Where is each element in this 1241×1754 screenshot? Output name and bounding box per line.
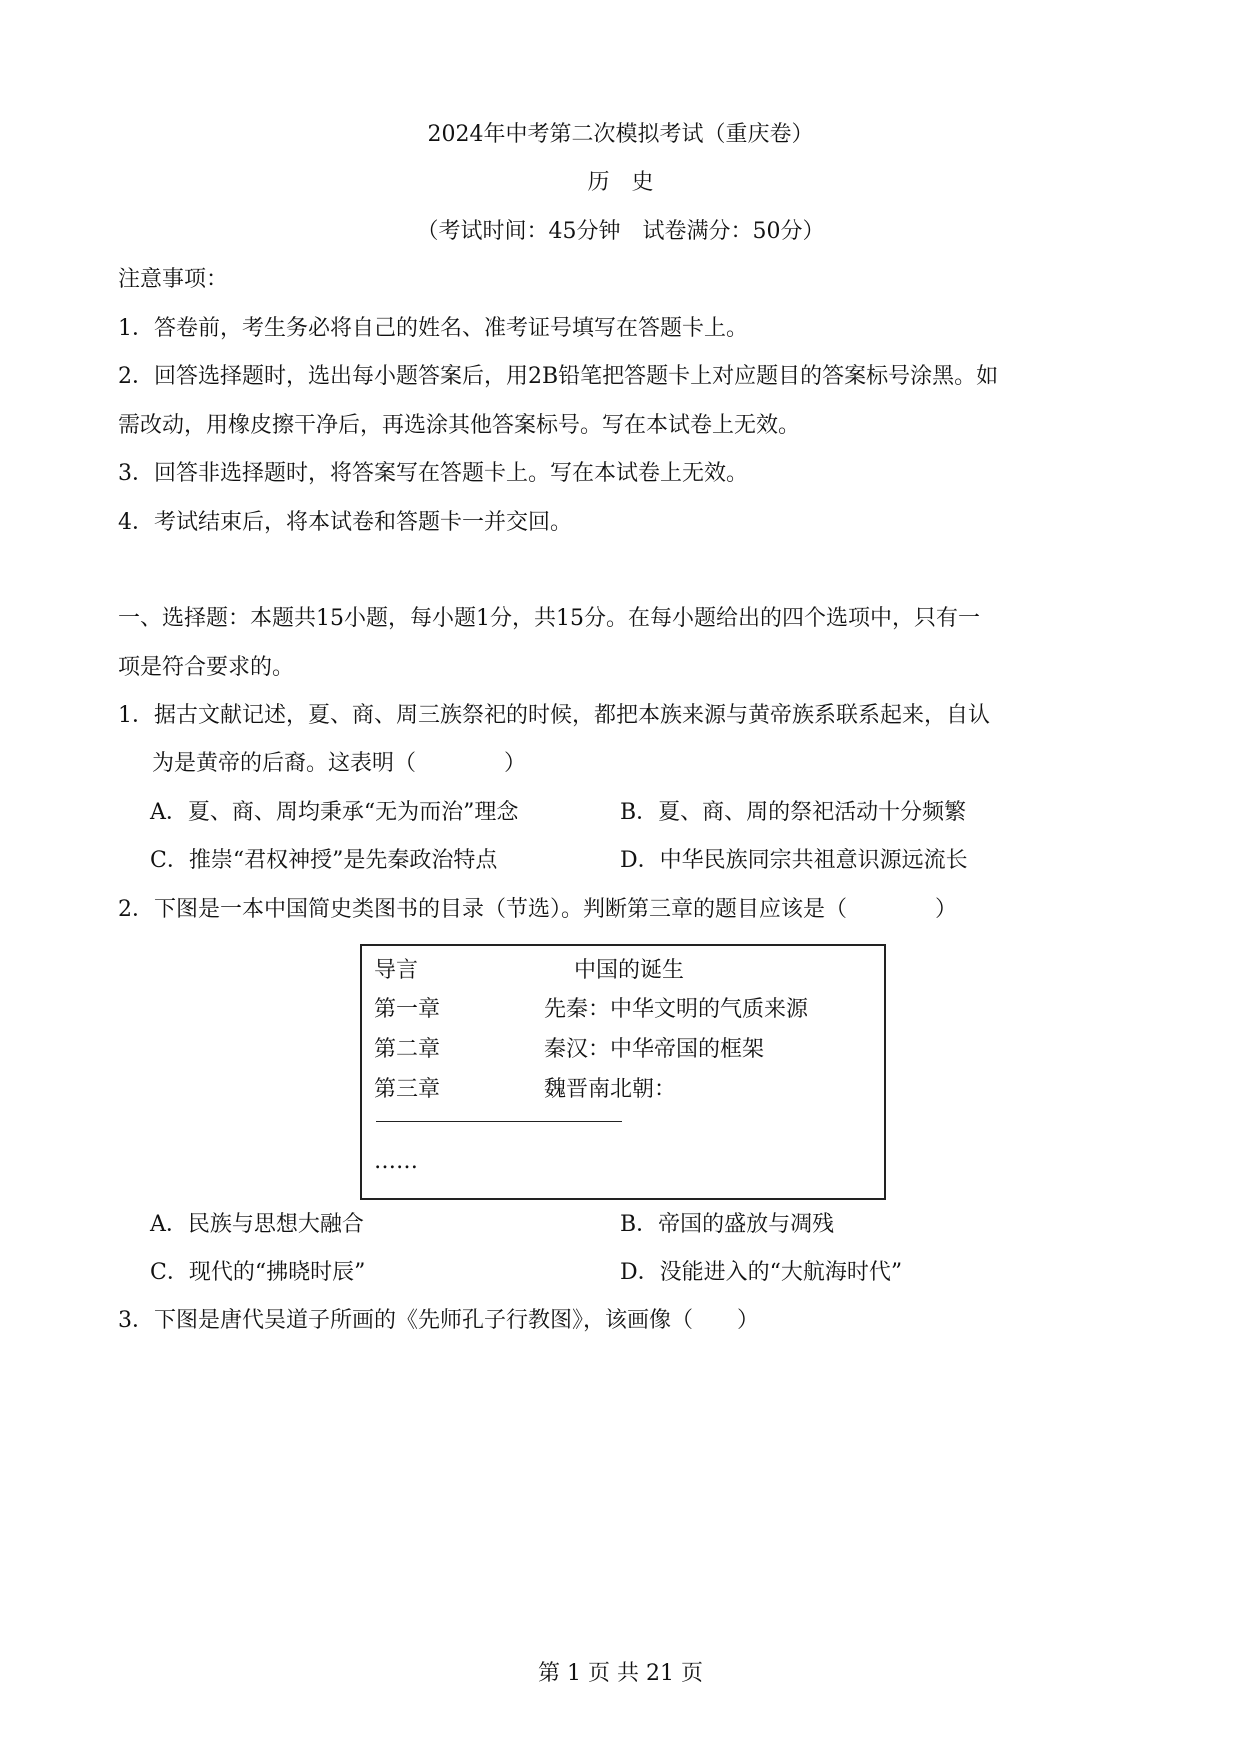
question-stem: 为是黄帝的后裔。这表明（ ） — [152, 751, 527, 776]
exam-subject: 历 史 — [587, 170, 654, 195]
toc-title: 魏晋南北朝： — [544, 1077, 677, 1102]
toc-label: 导言 — [374, 958, 419, 983]
question-stem: 2．下图是一本中国简史类图书的目录（节选）。判断第三章的题目应该是（ ） — [118, 897, 957, 922]
question-stem: 1．据古文献记述，夏、商、周三族祭祀的时候，都把本族来源与黄帝族系联系起来，自认 — [118, 703, 991, 728]
option-d: D．中华民族同宗共祖意识源远流长 — [620, 848, 968, 873]
question-stem: 3．下图是唐代吴道子所画的《先师孔子行教图》，该画像（ ） — [118, 1308, 759, 1333]
notes-item: 2．回答选择题时，选出每小题答案后，用2B铅笔把答题卡上对应题目的答案标号涂黑。如 — [118, 364, 999, 389]
toc-title: 中国的诞生 — [574, 958, 685, 983]
notes-item: 需改动，用橡皮擦干净后，再选涂其他答案标号。写在本试卷上无效。 — [118, 413, 801, 438]
table-of-contents-box — [360, 944, 886, 1200]
section-intro: 一、选择题：本题共15小题，每小题1分，共15分。在每小题给出的四个选项中，只有一 — [118, 606, 980, 631]
notes-heading: 注意事项： — [118, 267, 229, 292]
notes-item: 1．答卷前，考生务必将自己的姓名、准考证号填写在答题卡上。 — [118, 316, 748, 341]
toc-label: 第二章 — [374, 1037, 441, 1062]
section-intro: 项是符合要求的。 — [118, 655, 295, 680]
notes-item: 3．回答非选择题时，将答案写在答题卡上。写在本试卷上无效。 — [118, 461, 748, 486]
exam-info: （考试时间：45分钟 试卷满分：50分） — [416, 219, 825, 244]
toc-title: 先秦：中华文明的气质来源 — [544, 997, 809, 1022]
option-c: C．推崇“君权神授”是先秦政治特点 — [150, 848, 498, 873]
toc-label: 第三章 — [374, 1077, 441, 1102]
toc-answer-blank — [376, 1121, 622, 1122]
option-b: B．夏、商、周的祭祀活动十分频繁 — [620, 800, 967, 825]
toc-label: 第一章 — [374, 997, 441, 1022]
notes-item: 4．考试结束后，将本试卷和答题卡一并交回。 — [118, 510, 572, 535]
toc-title: 秦汉：中华帝国的框架 — [544, 1037, 765, 1062]
option-a: A．夏、商、周均秉承“无为而治”理念 — [150, 800, 519, 825]
option-c: C．现代的“拂晓时辰” — [150, 1260, 366, 1285]
page-number: 第 1 页 共 21 页 — [538, 1661, 703, 1686]
option-a: A．民族与思想大融合 — [150, 1212, 364, 1237]
option-b: B．帝国的盛放与凋残 — [620, 1212, 835, 1237]
option-d: D．没能进入的“大航海时代” — [620, 1260, 903, 1285]
exam-title: 2024年中考第二次模拟考试（重庆卷） — [427, 122, 814, 147]
toc-ellipsis: …… — [374, 1149, 418, 1174]
